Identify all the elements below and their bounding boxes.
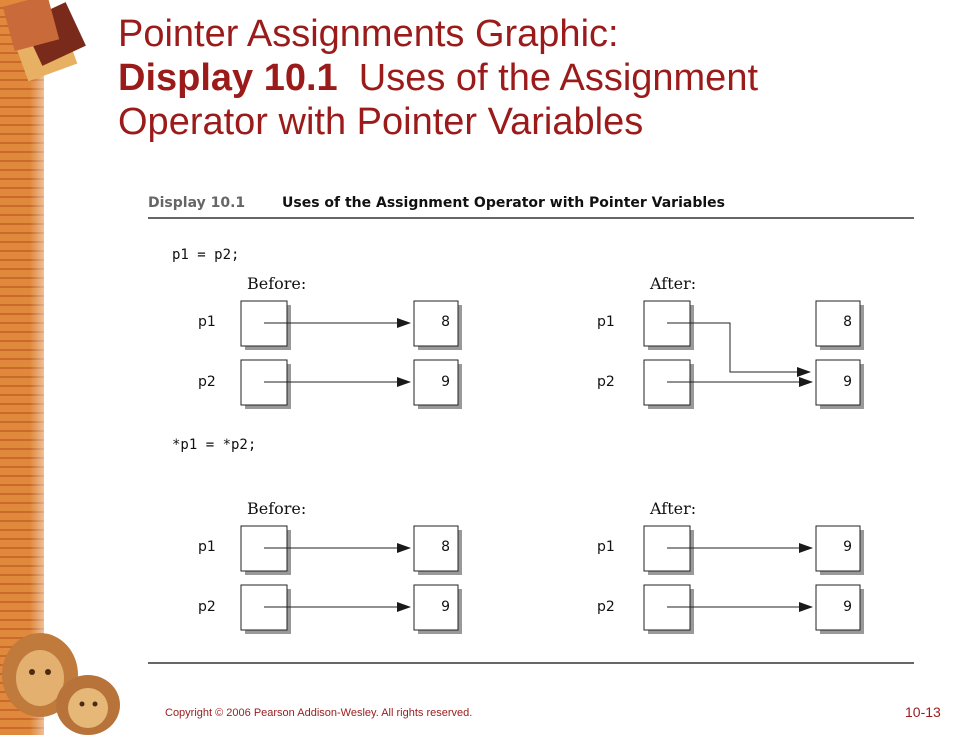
title-line-2-rest: Uses of the Assignment: [337, 57, 759, 99]
s2b-bottom-value: 9: [441, 599, 450, 615]
s1-before-panel: [198, 301, 462, 409]
s2b-p1-label: p1: [198, 539, 216, 555]
s2a-p2-label: p2: [597, 599, 615, 615]
s1a-top-value: 8: [843, 314, 852, 330]
title-line-3: Operator with Pointer Variables: [118, 101, 644, 143]
s2b-p2-label: p2: [198, 599, 216, 615]
s2b-bottom-box: [414, 585, 458, 630]
s1b-p2-label: p2: [198, 374, 216, 390]
s2a-top-box: [816, 526, 860, 571]
s1-before-label: Before:: [247, 274, 307, 293]
s1b-bottom-value: 9: [441, 374, 450, 390]
s1b-top-box: [414, 301, 458, 346]
s1a-p1-label: p1: [597, 314, 615, 330]
statement-2: *p1 = *p2;: [172, 437, 257, 453]
s1b-top-value: 8: [441, 314, 450, 330]
s1a-p2-label: p2: [597, 374, 615, 390]
s2a-p1-label: p1: [597, 539, 615, 555]
s1b-p1-label: p1: [198, 314, 216, 330]
s2-after-panel: [597, 526, 864, 634]
s2-before-panel: [198, 526, 462, 634]
s2a-bottom-value: 9: [843, 599, 852, 615]
s2-before-label: Before:: [247, 499, 307, 518]
s2a-top-value: 9: [843, 539, 852, 555]
s2a-bottom-box: [816, 585, 860, 630]
s1-after-panel: [597, 301, 864, 409]
s2-after-label: After:: [650, 499, 697, 518]
statement-1: p1 = p2;: [172, 247, 240, 263]
page-number: 10-13: [905, 704, 941, 720]
s1a-bottom-value: 9: [843, 374, 852, 390]
s1b-bottom-box: [414, 360, 458, 405]
s2b-top-value: 8: [441, 539, 450, 555]
title-line-1: Pointer Assignments Graphic:: [118, 13, 619, 55]
s2b-top-box: [414, 526, 458, 571]
display-label: Display 10.1: [148, 195, 246, 211]
s1a-top-box: [816, 301, 860, 346]
s1-after-label: After:: [650, 274, 697, 293]
display-heading: Uses of the Assignment Operator with Pointer Variables: [282, 195, 725, 211]
title-display-number: Display 10.1: [118, 57, 338, 99]
s1a-bottom-box: [816, 360, 860, 405]
copyright-text: Copyright © 2006 Pearson Addison-Wesley. All rights reserved.: [165, 707, 473, 719]
